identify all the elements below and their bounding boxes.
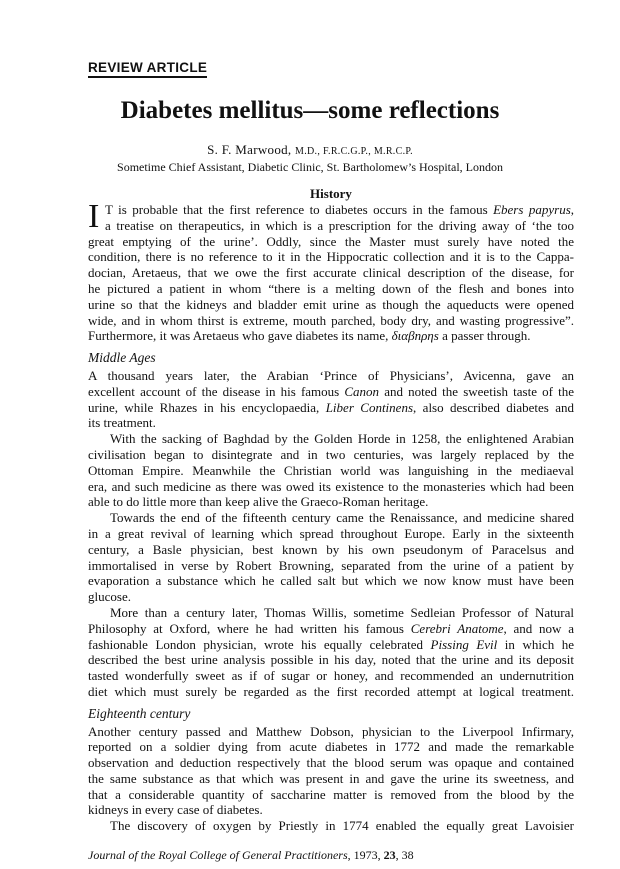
text-line: Philosophy at Oxford, where he had written his famous Cerebri Anatome, and now a bbox=[88, 620, 574, 636]
text-line: Another century passed and Matthew Dobson, physician to the Liverpool Infirmary, bbox=[88, 723, 574, 739]
text-line: excellent account of the disease in his famous Canon and noted the sweetish taste of the bbox=[88, 383, 574, 399]
text-line: The discovery of oxygen by Priestly in 1774 enabled the equally great Lavoisier bbox=[110, 818, 574, 834]
text-line: a treatise on therapeutics, in which is a prescription for the driving away of ‘the too bbox=[105, 217, 574, 233]
paragraph bbox=[88, 724, 574, 819]
paragraph bbox=[88, 818, 574, 834]
paragraph bbox=[88, 431, 574, 510]
text-line: evaporation a substance which he called salt but which we now know must have been bbox=[88, 573, 574, 589]
text-line: immortalised in verse by Robert Browning, separated from the urine of a patient by bbox=[88, 557, 574, 573]
text-line: the same substance as that which was present in and gave the urine its sweetness, and bbox=[88, 770, 574, 786]
text-line: urine so that the kidneys and bladder emit urine as though the aqueducts were opened bbox=[88, 296, 574, 312]
text-line: glucose. bbox=[88, 589, 131, 605]
text-line: A thousand years later, the Arabian ‘Prince of Physicians’, Avicenna, gave an bbox=[88, 367, 574, 383]
journal-volume: 23 bbox=[383, 848, 396, 862]
author-degrees: M.D., F.R.C.G.P., M.R.C.P. bbox=[295, 146, 413, 157]
journal-name: Journal of the Royal College of General Practitioners bbox=[88, 848, 348, 862]
article-title: Diabetes mellitus—some reflections bbox=[120, 97, 500, 124]
section-heading: Middle Ages bbox=[88, 350, 156, 366]
text-line: Towards the end of the fifteenth century came the Renaissance, and medicine shared bbox=[110, 510, 574, 526]
journal-citation: Journal of the Royal College of General Practitioners, 1973, 23, 38 bbox=[88, 848, 414, 862]
section-label: REVIEW ARTICLE bbox=[88, 60, 207, 78]
text-line: urine, while Rhazes in his encyclopaedia, Liber Continens, also described diabetes and bbox=[88, 399, 574, 415]
text-line: reported on a soldier dying from acute diabetes in 1772 and made the remarkable bbox=[88, 739, 574, 755]
article-body bbox=[88, 186, 574, 834]
text-line: that a considerable quantity of saccharine matter is removed from the blood by the bbox=[88, 786, 574, 802]
text-line: tasted wonderfully sweet as if of sugar or honey, and recommended an undernutrition bbox=[88, 668, 574, 684]
journal-page: 38 bbox=[401, 848, 414, 862]
text-line: condition, there is no reference to it in the Hippocratic collection and it is to the Cappa- bbox=[88, 249, 574, 265]
text-line: in a great revival of learning which spread throughout Europe. Early in the sixteenth bbox=[88, 525, 574, 541]
text-line: its treatment. bbox=[88, 415, 156, 431]
text-line: great emptying of the urine’. Oddly, since the Master must surely have noted the bbox=[88, 233, 574, 249]
text-line: diet which must surely be regarded as the first recorded attempt at logical treatment. bbox=[88, 683, 574, 699]
text-line: era, and such medicine as there was owed its existence to the monasteries which had been bbox=[88, 478, 574, 494]
author-line bbox=[0, 142, 620, 159]
text-line: fashionable London physician, wrote his equally celebrated Pissing Evil in which he bbox=[88, 636, 575, 652]
text-line: With the sacking of Baghdad by the Golden Horde in 1258, the enlightened Arabian bbox=[110, 431, 574, 447]
text-line: able to do little more than keep alive the Graeco-Roman heritage. bbox=[88, 494, 429, 510]
text-line: kidneys in every case of diabetes. bbox=[88, 802, 263, 818]
text-line: described the best urine analysis possible in his day, noted that the urine and its deposit bbox=[88, 652, 574, 668]
paragraph bbox=[88, 510, 574, 605]
section-heading: Eighteenth century bbox=[88, 705, 191, 721]
paragraph bbox=[88, 198, 574, 344]
text-line: T is probable that the first reference to diabetes occurs in the famous Ebers papyrus, bbox=[105, 202, 574, 217]
drop-cap: I bbox=[88, 198, 100, 235]
text-line: Ottoman Empire. Meanwhile the Christian world was languishing in the mediaeval bbox=[88, 462, 574, 478]
paragraph bbox=[88, 368, 574, 431]
section-heading: History bbox=[310, 186, 352, 201]
text-line: observation and deduction respectively that the blood serum was opaque and contained bbox=[88, 755, 574, 771]
text-line: Furthermore, it was Aretaeus who gave diabetes its name, διαβnρηs a passer through. bbox=[88, 328, 531, 344]
text-line: More than a century later, Thomas Willis, sometime Sedleian Professor of Natural bbox=[110, 604, 574, 620]
text-line: wide, and in whom thirst is extreme, mouth parched, body dry, and wasting progressive”. bbox=[88, 312, 574, 328]
journal-year: 1973, bbox=[353, 848, 381, 862]
text-line: he pictured a patient in whom “there is a melting down of the flesh and bones into bbox=[88, 280, 574, 296]
author-affiliation: Sometime Chief Assistant, Diabetic Clinic, St. Bartholomew’s Hospital, London bbox=[117, 160, 503, 174]
author-name: S. F. Marwood, bbox=[207, 142, 292, 157]
text-line: century, a Basle physician, best known by his own pseudonym of Paracelsus and bbox=[88, 541, 574, 557]
paragraph bbox=[88, 605, 574, 700]
text-line: civilisation began to disintegrate and in two centuries, was largely replaced by the bbox=[88, 446, 574, 462]
text-line: docian, Aretaeus, that we owe the first accurate clinical description of the disease, for bbox=[88, 265, 574, 281]
